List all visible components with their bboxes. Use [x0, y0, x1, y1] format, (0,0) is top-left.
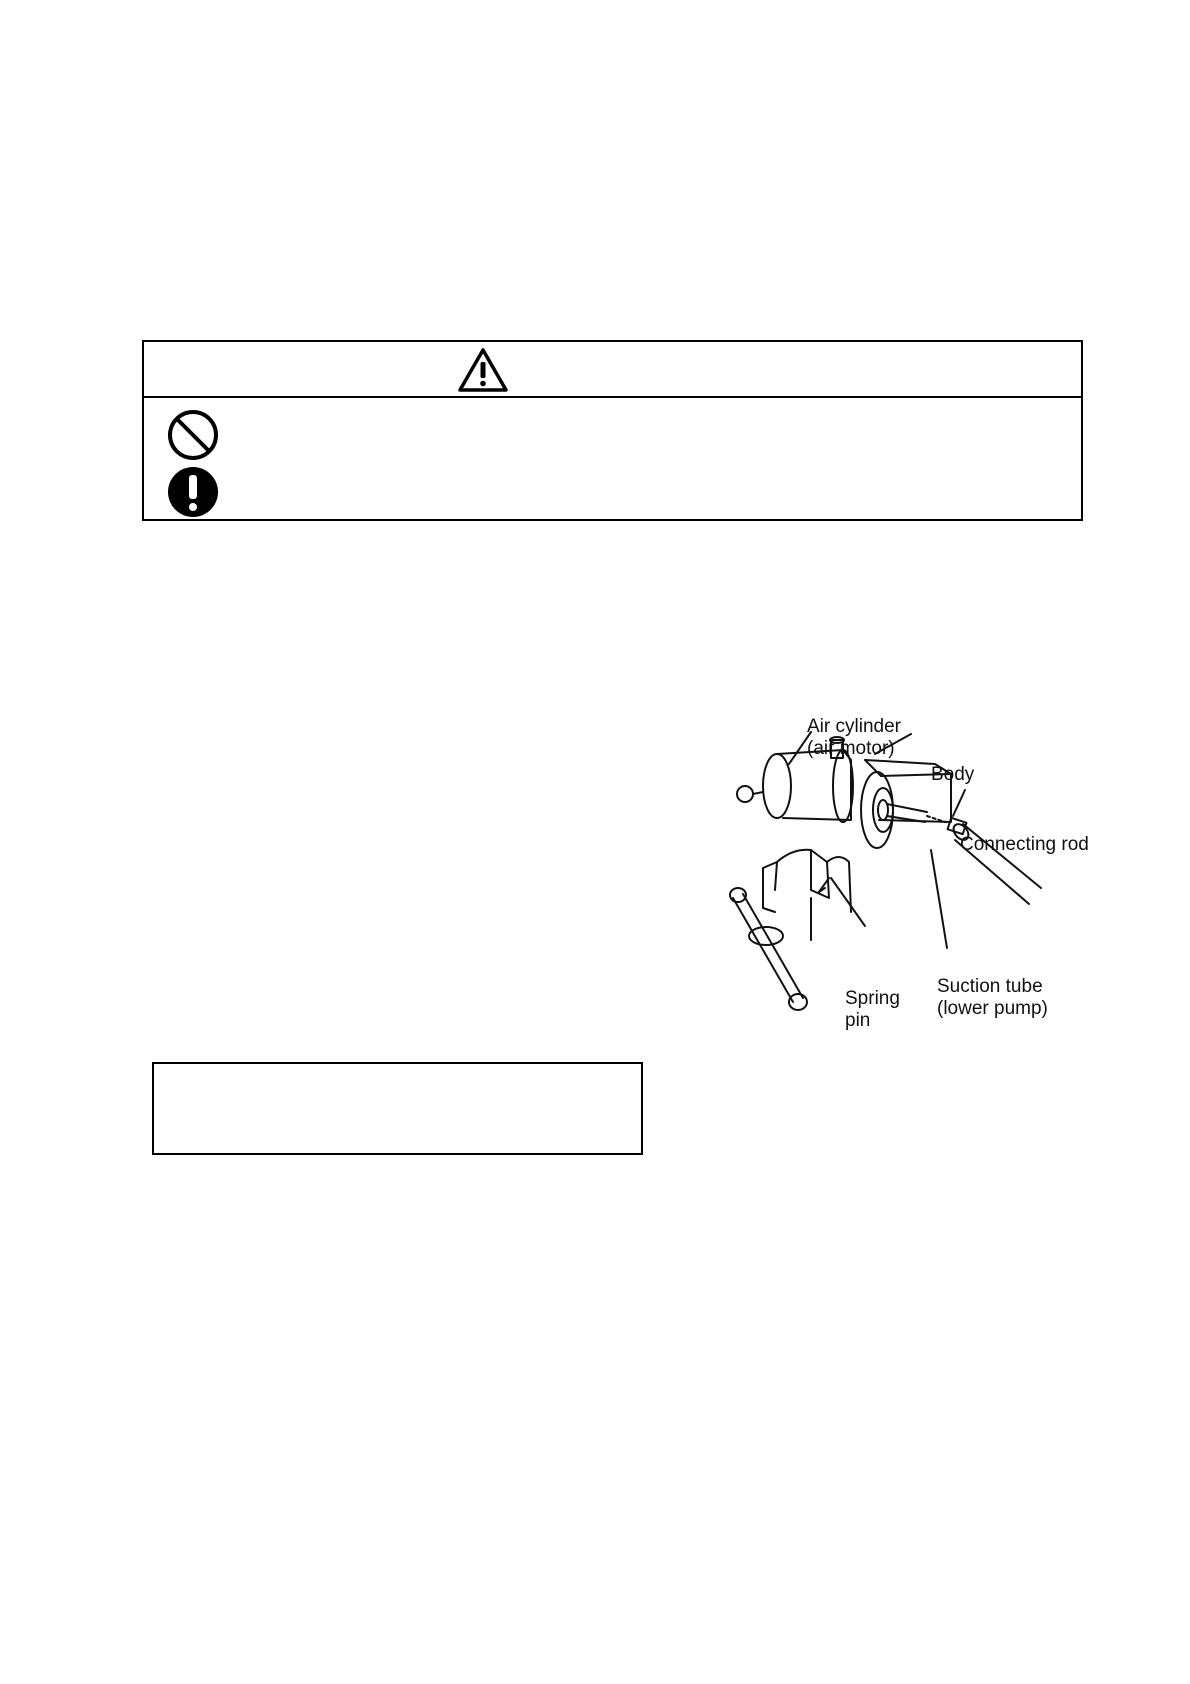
label-air-cylinder: Air cylinder (air motor): [807, 716, 901, 759]
label-body: Body: [931, 764, 975, 785]
label-connecting-rod: Connecting rod: [960, 834, 1089, 855]
pump-illustration: [715, 712, 1115, 1052]
caution-header: [144, 342, 1081, 398]
air-cylinder: [763, 754, 791, 818]
vise-handle: [733, 898, 793, 1002]
label-suction-tube: Suction tube (lower pump): [937, 976, 1048, 1019]
prohibited-icon: [166, 408, 220, 462]
note-box: [152, 1062, 643, 1155]
vise-jaw: [775, 850, 811, 890]
pump-disassembly-figure: [715, 712, 1115, 1052]
label-spring-pin: Spring pin: [845, 988, 900, 1031]
caution-box: [142, 340, 1083, 521]
mandatory-action-icon: [166, 465, 220, 519]
warning-triangle-icon: [457, 347, 509, 393]
